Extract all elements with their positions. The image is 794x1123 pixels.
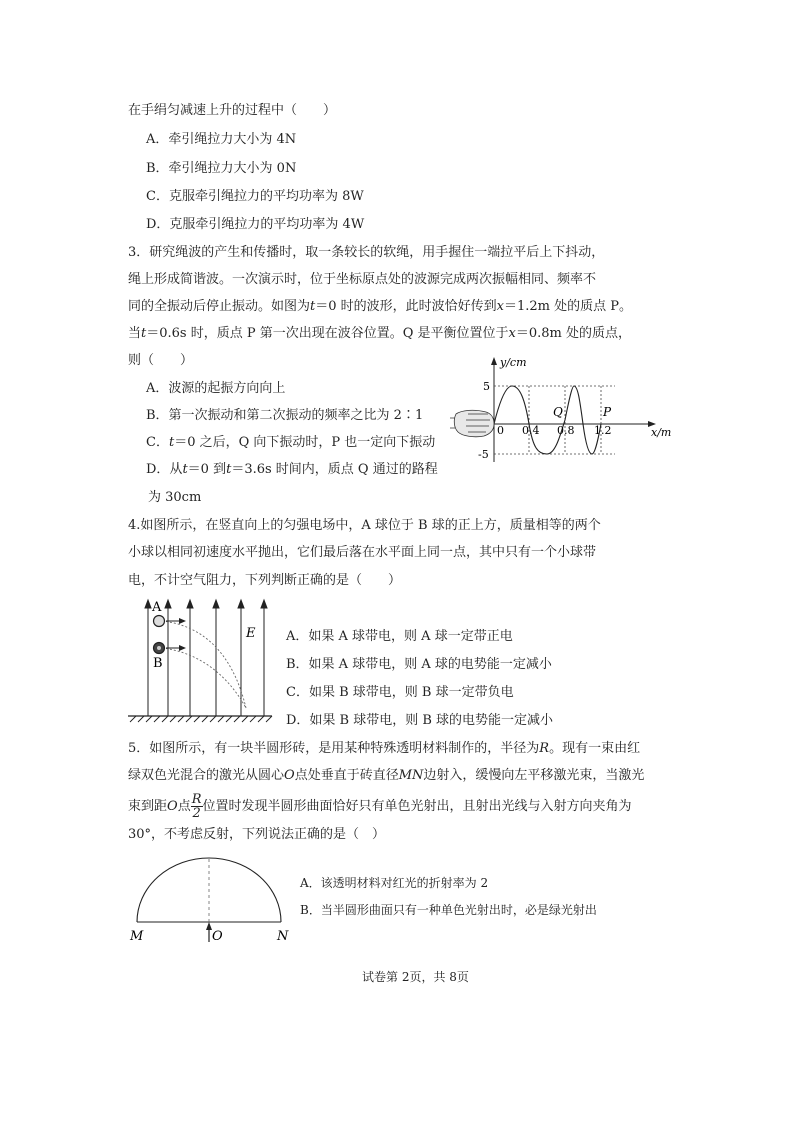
wave-curve — [494, 386, 601, 454]
q3-option-d-cont: 为 30cm — [148, 490, 202, 505]
ball-a — [154, 616, 165, 627]
label-b: B — [153, 656, 163, 671]
semicircle-brick-figure — [126, 852, 296, 944]
q5-line-3: 束到距O点 $\frac{R}{2}$ 位置时发现半圆形曲面恰好只有单色光射出，且射出光线与入射方向夹角为 — [128, 792, 632, 821]
q2-option-a: A．牵引绳拉力大小为 4N — [146, 132, 297, 147]
q4-option-d: D．如果 B 球带电，则 B 球的电势能一定减小 — [286, 713, 554, 728]
wave-graph — [450, 350, 680, 465]
point-q-label: Q — [553, 405, 563, 419]
x-axis-label: x/m — [651, 426, 672, 439]
q3-line-1: 3．研究绳波的产生和传播时，取一条较长的软绳，用手握住一端拉平后上下抖动， — [128, 245, 605, 260]
fraction-r-over-2: $\frac{R}{2}$ — [191, 792, 202, 821]
q3-line-3: 同的全振动后停止振动。如图为t＝0 时的波形，此时波恰好传到x＝1.2m 处的质点 P。 — [128, 299, 633, 314]
label-n: N — [277, 929, 289, 944]
q4-line-3: 电，不计空气阻力，下列判断正确的是（ ） — [128, 573, 402, 588]
page-footer: 试卷第 2页，共 8页 — [362, 970, 469, 984]
y-tick-minus5: -5 — [478, 448, 489, 461]
y-tick-5: 5 — [483, 380, 490, 393]
x-tick-1.2: 1.2 — [594, 424, 612, 437]
electric-field-figure — [126, 596, 276, 726]
x-tick-0.4: 0.4 — [522, 424, 540, 437]
q5-line-2: 绿双色光混合的激光从圆心O点处垂直于砖直径MN边射入，缓慢向左平移激光束，当激光 — [128, 768, 645, 783]
q3-line-5: 则（ ） — [128, 353, 194, 368]
y-axis-label: y/cm — [500, 356, 527, 369]
label-a: A — [152, 600, 162, 615]
q3-option-b: B．第一次振动和第二次振动的频率之比为 2∶1 — [146, 408, 424, 423]
q4-option-a: A．如果 A 球带电，则 A 球一定带正电 — [286, 629, 513, 644]
label-o: O — [212, 929, 223, 944]
q3-option-c: C．t＝0 之后，Q 向下振动时，P 也一定向下振动 — [146, 435, 436, 450]
hand-icon — [450, 410, 494, 437]
label-e: E — [246, 626, 256, 641]
q4-line-1: 4.如图所示，在竖直向上的匀强电场中，A 球位于 B 球的正上方，质量相等的两个 — [128, 518, 601, 533]
q3-option-a: A．波源的起振方向向上 — [146, 381, 286, 396]
q3-option-d: D．从t＝0 到t＝3.6s 时间内，质点 Q 通过的路程 — [146, 462, 438, 477]
q5-option-b: B．当半圆形曲面只有一种单色光射出时，必是绿光射出 — [300, 903, 597, 917]
q3-line-4: 当t＝0.6s 时，质点 P 第一次出现在波谷位置。Q 是平衡位置位于x＝0.8m 处的质点， — [128, 326, 632, 341]
y-axis-arrow — [491, 357, 497, 365]
q2-option-c: C．克服牵引绳拉力的平均功率为 8W — [146, 189, 364, 204]
q2-option-b: B．牵引绳拉力大小为 0N — [146, 161, 297, 176]
x-tick-0.8: 0.8 — [557, 424, 575, 437]
ground-hatch — [130, 716, 272, 722]
q2-option-d: D．克服牵引绳拉力的平均功率为 4W — [146, 217, 365, 232]
trajectory-a — [162, 621, 246, 708]
point-p-label: P — [603, 405, 612, 419]
x-tick-0: 0 — [497, 424, 504, 437]
q2-stem: 在手绢匀减速上升的过程中（ ） — [128, 103, 337, 118]
q4-option-b: B．如果 A 球带电，则 A 球的电势能一定减小 — [286, 657, 552, 672]
q5-line-1: 5．如图所示，有一块半圆形砖，是用某种特殊透明材料制作的，半径为R。现有一束由红 — [128, 741, 641, 756]
trajectory-b — [162, 648, 246, 708]
label-m: M — [130, 929, 144, 944]
q3-line-2: 绳上形成简谐波。一次演示时，位于坐标原点处的波源完成两次振幅相同、频率不 — [128, 272, 597, 287]
q4-option-c: C．如果 B 球带电，则 B 球一定带负电 — [286, 685, 514, 700]
q4-line-2: 小球以相同初速度水平抛出，它们最后落在水平面上同一点，其中只有一个小球带 — [128, 545, 597, 560]
q5-line-4: 30°，不考虑反射，下列说法正确的是（ ） — [128, 827, 386, 842]
q5-option-a: A．该透明材料对红光的折射率为 2 — [300, 876, 489, 890]
